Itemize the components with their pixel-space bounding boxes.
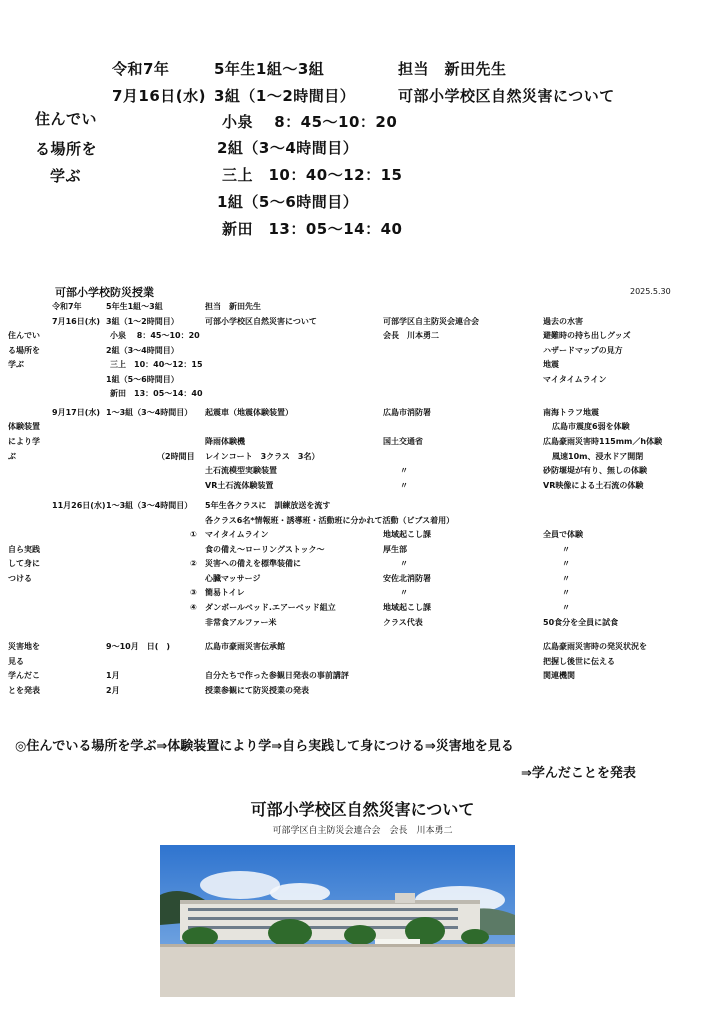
plan-cell-a: により学 — [8, 437, 40, 446]
plan-cell-d: 地域起こし課 — [383, 603, 431, 612]
school-photo — [160, 845, 515, 997]
plan-cell-c: 食の備え～ローリングストック～ — [205, 544, 325, 554]
header-class3: 3組（1～2時間目） — [214, 87, 356, 105]
plan-cell-f: 風速10m、浸水ドア開閉 — [552, 451, 644, 461]
plan-cell-b: 1～3組（3～4時間目） — [106, 407, 193, 417]
plan-cell-f: 避難時の持ち出しグッズ — [543, 331, 631, 341]
plan-cell-c: 広島市豪雨災害伝承館 — [205, 642, 285, 652]
plan-cell-d: 〃 — [400, 466, 408, 476]
plan-cell-n: ① — [190, 530, 197, 540]
plan-cell-c: 起震車（地震体験装置） — [205, 407, 293, 417]
plan-cell-d: 〃 — [400, 480, 408, 490]
plan-cell-b: 2組（3～4時間目） — [106, 345, 179, 355]
plan-date: 2025.5.30 — [630, 287, 671, 296]
plan-cell-f: 把握し後世に伝える — [543, 656, 615, 666]
plan-cell-c: 降雨体験機 — [205, 437, 245, 446]
plan-cell-d: 厚生部 — [383, 544, 407, 554]
plan-cell-a: 令和7年 — [52, 302, 82, 311]
plan-cell-f: 全員で体験 — [543, 530, 583, 540]
plan-cell-f: 砂防堰堤が有り、無しの体験 — [543, 466, 647, 476]
header-koizumi: 小泉 8：45～10：20 — [222, 113, 398, 131]
header-tanto: 担当 新田先生 — [398, 60, 507, 78]
plan-cell-c: 災害への備えを標準装備に — [205, 559, 301, 569]
plan-cell-d: 広島市消防署 — [383, 407, 431, 417]
plan-cell-d: 安佐北消防署 — [383, 573, 431, 583]
plan-cell-c: マイタイムライン — [205, 530, 269, 540]
plan-cell-c: VR土石流体験装置 — [205, 480, 274, 490]
plan-cell-c: 土石流模型実験装置 — [205, 466, 277, 476]
plan-cell-c: 簡易トイレ — [205, 588, 245, 598]
plan-cell-a: 7月16日(水) — [52, 316, 101, 326]
plan-cell-f: 関連機関 — [543, 671, 575, 681]
plan-cell-a: 11月26日(水) — [52, 501, 106, 511]
plan-cell-d: 〃 — [400, 559, 408, 569]
header-mikami: 三上 10：40～12：15 — [222, 166, 403, 184]
plan-cell-a: 体験装置 — [8, 422, 40, 432]
plan-cell-d: 地域起こし課 — [383, 530, 431, 540]
header-left-3: 学ぶ — [50, 167, 82, 185]
plan-cell-b: 1～3組（3～4時間目） — [106, 501, 193, 511]
plan-cell-n: ④ — [190, 603, 197, 612]
plan-cell-a: ぶ — [8, 451, 16, 461]
plan-cell-f: マイタイムライン — [543, 374, 607, 384]
plan-cell-f: 〃 — [562, 559, 570, 569]
plan-cell-b: 小泉 8：45～10：20 — [110, 331, 200, 341]
plan-cell-d: 会長 川本勇二 — [383, 331, 439, 341]
header-reiwa: 令和7年 — [112, 60, 170, 78]
plan-cell-f: 〃 — [562, 588, 570, 598]
plan-cell-b: 3組（1～2時間目） — [106, 316, 179, 326]
header-class1: 1組（5～6時間目） — [217, 193, 359, 211]
plan-cell-a: とを発表 — [8, 685, 40, 695]
plan-cell-a: 9月17日(水) — [52, 407, 101, 417]
plan-cell-c: ダンボールベッド.エアーベッド組立 — [205, 603, 336, 612]
plan-cell-a: 災害地を — [8, 642, 40, 652]
plan-cell-a: 学んだこ — [8, 671, 40, 681]
plan-cell-b: 1組（5～6時間目） — [106, 374, 179, 384]
plan-cell-a: 自ら実践 — [8, 544, 40, 554]
plan-cell-c: 5年生各クラスに 訓練放送を流す — [205, 501, 331, 511]
plan-cell-b: 2月 — [106, 685, 120, 695]
plan-cell-c: 各クラス6名*情報班・誘導班・活動班に分かれて活動（ビブス着用） — [205, 515, 455, 525]
plan-cell-a: して身に — [8, 559, 40, 569]
flow-line-2: ⇒学んだことを発表 — [521, 766, 636, 781]
plan-cell-b: （2時間目 — [157, 451, 195, 461]
plan-cell-c: レインコート 3クラス 3名） — [205, 451, 320, 461]
header-date: 7月16日(水) — [112, 87, 207, 105]
plan-cell-f: 〃 — [562, 573, 570, 583]
plan-cell-n: ② — [190, 559, 197, 569]
header-left-2: る場所を — [35, 140, 98, 158]
doc-title: 可部小学校区自然災害について — [250, 800, 475, 819]
header-topic: 可部小学校区自然災害について — [398, 87, 615, 105]
plan-cell-a: つける — [8, 573, 32, 583]
header-class2: 2組（3～4時間目） — [217, 139, 359, 157]
plan-cell-f: ハザードマップの見方 — [543, 345, 623, 355]
plan-cell-a: 学ぶ — [8, 360, 24, 370]
doc-subtitle: 可部学区自主防災会連合会 会長 川本勇二 — [272, 826, 453, 836]
plan-cell-f: 〃 — [562, 603, 570, 612]
plan-cell-f: 過去の水害 — [543, 316, 583, 326]
plan-cell-f: 広島市震度6弱を体験 — [552, 422, 630, 432]
plan-title: 可部小学校防災授業 — [55, 286, 154, 299]
plan-cell-f: 50食分を全員に試食 — [543, 617, 619, 627]
plan-cell-c: 心臓マッサージ — [205, 573, 261, 583]
plan-cell-f: 地震 — [543, 360, 559, 370]
plan-cell-n: ③ — [190, 588, 197, 598]
plan-cell-c: 自分たちで作った参観日発表の事前講評 — [205, 671, 349, 681]
plan-cell-b: 9～10月 日( ) — [106, 642, 171, 652]
plan-cell-b: 三上 10：40～12：15 — [110, 360, 203, 370]
plan-cell-c: 授業参観にて防災授業の発表 — [205, 685, 309, 695]
plan-cell-c: 担当 新田先生 — [205, 302, 261, 311]
plan-cell-f: 〃 — [562, 544, 570, 554]
plan-cell-c: 可部小学校区自然災害について — [205, 316, 317, 326]
plan-cell-f: 広島豪雨災害時の発災状況を — [543, 642, 647, 652]
plan-cell-f: VR映像による土石流の体験 — [543, 480, 644, 490]
plan-cell-d: 国土交通省 — [383, 437, 423, 446]
plan-cell-d: 可部学区自主防災会連合会 — [383, 316, 479, 326]
flow-line-1: ◎住んでいる場所を学ぶ⇒体験装置により学⇒自ら実践して身につける⇒災害地を見る — [15, 739, 514, 754]
header-nitta: 新田 13：05～14：40 — [222, 220, 403, 238]
plan-cell-f: 広島豪雨災害時115mm／h体験 — [543, 437, 663, 446]
plan-cell-f: 南海トラフ地震 — [543, 407, 599, 417]
plan-cell-d: クラス代表 — [383, 617, 423, 627]
plan-cell-b: 5年生1組～3組 — [106, 302, 163, 311]
plan-cell-a: 住んでい — [8, 331, 40, 341]
plan-cell-b: 新田 13：05～14：40 — [110, 389, 203, 399]
header-left-1: 住んでい — [35, 110, 98, 128]
plan-cell-b: 1月 — [106, 671, 120, 681]
plan-cell-d: 〃 — [400, 588, 408, 598]
plan-cell-a: 見る — [8, 656, 24, 666]
plan-cell-a: る場所を — [8, 345, 40, 355]
plan-cell-c: 非常食アルファー米 — [205, 617, 277, 627]
header-grades: 5年生1組～3組 — [214, 60, 325, 78]
